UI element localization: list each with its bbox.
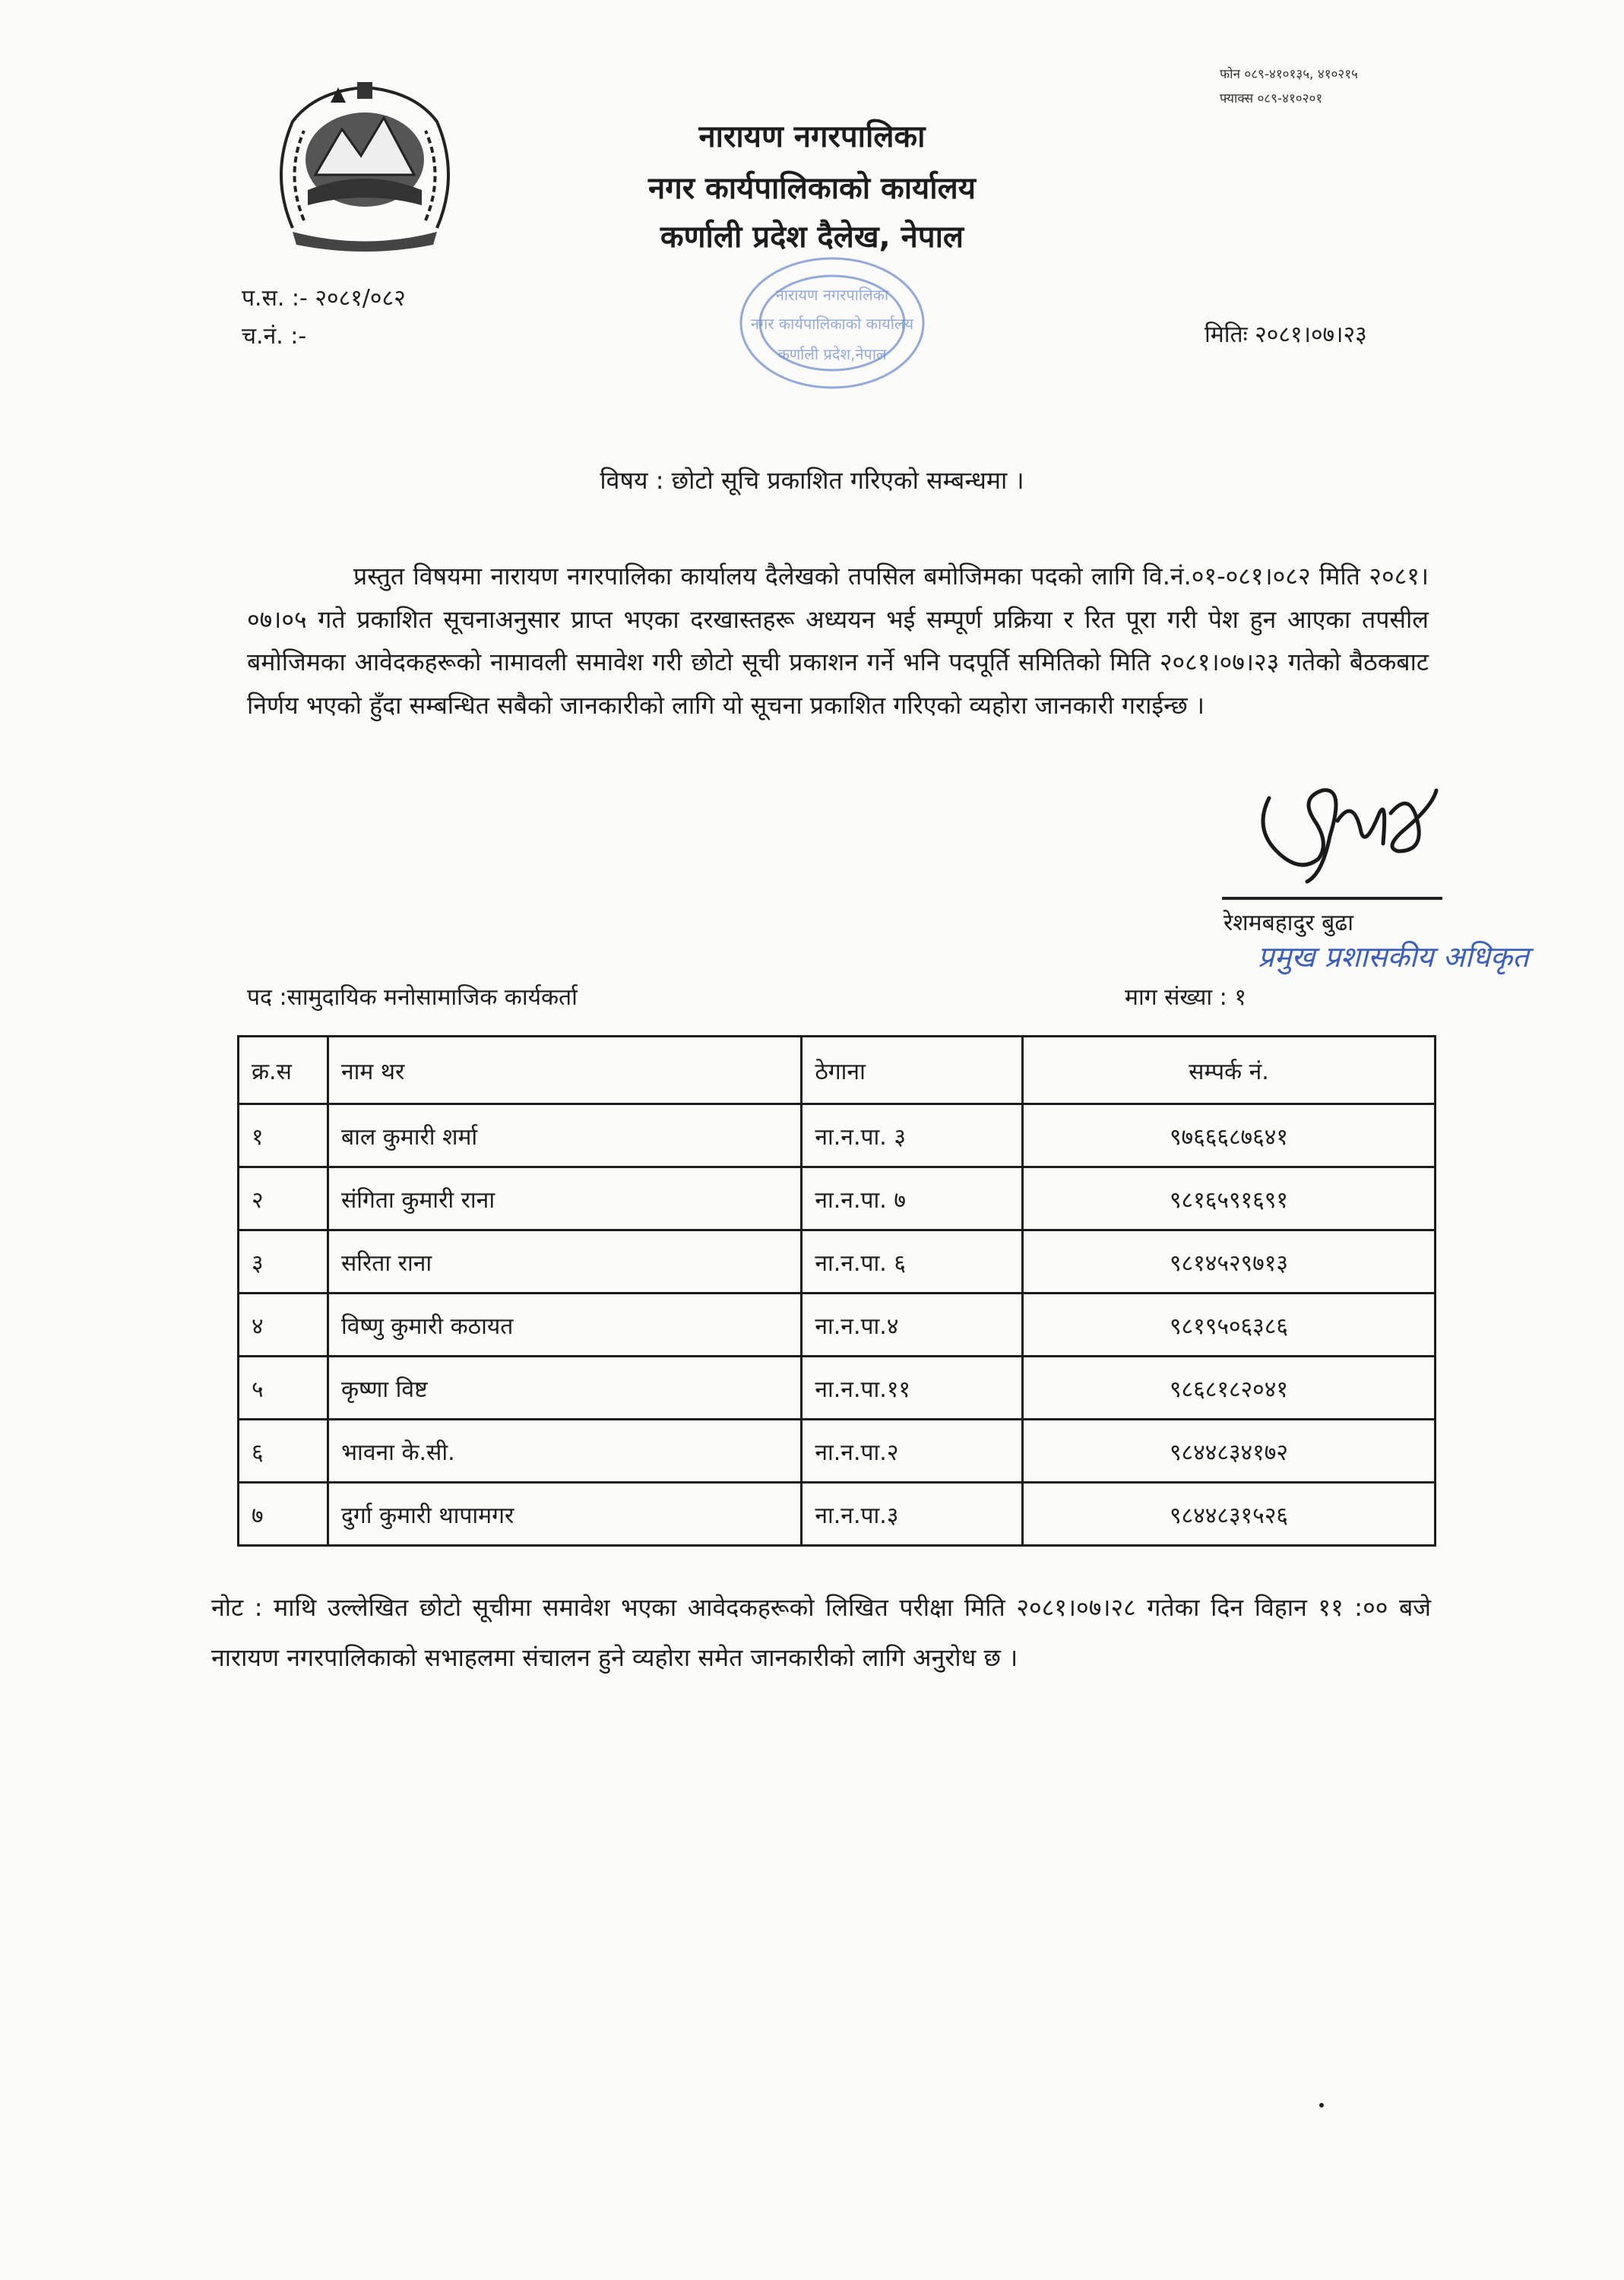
cell-name: संगिता कुमारी राना — [328, 1167, 801, 1230]
cell-contact: ९८१४५२९७१३ — [1022, 1230, 1435, 1294]
table-header-row — [239, 1037, 1436, 1104]
cell-serial: ४ — [239, 1294, 328, 1357]
demand-count: माग संख्या : १ — [1125, 984, 1246, 1011]
cell-name: कृष्णा विष्ट — [328, 1357, 801, 1420]
cell-address: ना.न.पा.३ — [802, 1483, 1023, 1546]
cell-contact: ९८४४८३१५२६ — [1022, 1483, 1435, 1546]
table-row — [239, 1230, 1436, 1294]
signature-line — [1222, 897, 1442, 900]
header-name: नाम थर — [328, 1037, 801, 1104]
cell-serial: ६ — [239, 1420, 328, 1483]
stamp-text-top: नारायण नगरपालिका — [775, 286, 889, 304]
letter-date: मितिः २०८१।०७।२३ — [1205, 321, 1367, 348]
cell-address: ना.न.पा. ६ — [802, 1230, 1023, 1294]
cell-address: ना.न.पा. ३ — [802, 1104, 1023, 1167]
cell-name: बाल कुमारी शर्मा — [328, 1104, 801, 1167]
cell-contact: ९८४४८३४१७२ — [1022, 1420, 1435, 1483]
cell-serial: २ — [239, 1167, 328, 1230]
cell-serial: १ — [239, 1104, 328, 1167]
header-serial: क्र.स — [239, 1037, 328, 1104]
shortlist-table — [237, 1035, 1436, 1547]
signer-name: रेशमबहादुर बुढा — [1224, 910, 1353, 936]
contact-block — [1220, 62, 1358, 111]
table-row — [239, 1420, 1436, 1483]
table-row — [239, 1483, 1436, 1546]
header-contact: सम्पर्क नं. — [1022, 1037, 1435, 1104]
table-row — [239, 1104, 1436, 1167]
post-label: पद :सामुदायिक मनोसामाजिक कार्यकर्ता — [247, 984, 578, 1011]
stamp-text-bottom: कर्णाली प्रदेश,नेपाल — [777, 345, 887, 363]
office-address: कर्णाली प्रदेश दैलेख, नेपाल — [660, 220, 964, 255]
cell-name: भावना के.सी. — [328, 1420, 801, 1483]
cell-contact: ९८१६५९१६९१ — [1022, 1167, 1435, 1230]
exam-note: नोट : माथि उल्लेखित छोटो सूचीमा समावेश भएका आवेदकहरूको लिखित परीक्षा मिति २०८१।०७।२८ गतेका दिन विहान ११ :०० बजे नारायण नगरपालिकाको सभाहलमा संचालन हुने व्यहोरा समेत जानकारीको लागि अनुरोध छ । — [211, 1593, 1431, 1672]
cell-serial: ७ — [239, 1483, 328, 1546]
office-stamp — [718, 247, 946, 399]
signer-title-stamp: प्रमुख प्रशासकीय अधिकृत — [1258, 940, 1529, 974]
cell-name: विष्णु कुमारी कठायत — [328, 1294, 801, 1357]
office-subtitle: नगर कार्यपालिकाको कार्यालय — [648, 171, 976, 206]
phone-numbers: फोन ०८९-४१०१३५, ४१०२१५ — [1220, 67, 1358, 82]
table-row — [239, 1167, 1436, 1230]
stamp-text-mid: नगर कार्यपालिकाको कार्यालय — [750, 315, 914, 333]
cell-address: ना.न.पा.४ — [802, 1294, 1023, 1357]
letter-number: प.स. :- २०८१/०८२ — [242, 285, 406, 312]
subject-line: विषय : छोटो सूचि प्रकाशित गरिएको सम्बन्धमा । — [600, 466, 1024, 495]
cell-serial: ३ — [239, 1230, 328, 1294]
body-paragraph: प्रस्तुत विषयमा नारायण नगरपालिका कार्यालय दैलेखको तपसिल बमोजिमका पदको लागि वि.नं.०१-०८१।०८२ मिति २०८१।०७।०५ गते प्रकाशित सूचनाअनुसार प्राप्त भएका दरखास्तहरू अध्ययन भई सम्पूर्ण प्रक्रिया र रित पूरा गरी पेश हुन आएका तपसील बमोजिमका आवेदकहरूको नामावली समावेश गरी छोटो सूची प्रकाशन गर्ने भनि पदपूर्ति समितिको मिति २०८१।०७।२३ गतेको बैठकबाट निर्णय भएको हुँदा सम्बन्धित सबैको जानकारीको लागि यो सूचना प्रकाशित गरिएको व्यहोरा जानकारी गराईन्छ । — [247, 562, 1429, 720]
cell-address: ना.न.पा.११ — [802, 1357, 1023, 1420]
table-row — [239, 1357, 1436, 1420]
cell-contact: ९७६६६८७६४१ — [1022, 1104, 1435, 1167]
cell-contact: ९८१९५०६३८६ — [1022, 1294, 1435, 1357]
cell-serial: ५ — [239, 1357, 328, 1420]
office-name: नारायण नगरपालिका — [698, 119, 926, 154]
cell-name: दुर्गा कुमारी थापामगर — [328, 1483, 801, 1546]
cell-contact: ९८६८१८२०४१ — [1022, 1357, 1435, 1420]
dispatch-number: च.नं. :- — [242, 323, 307, 350]
header-address: ठेगाना — [802, 1037, 1023, 1104]
signature-image — [1246, 768, 1451, 889]
cell-name: सरिता राना — [328, 1230, 801, 1294]
cell-address: ना.न.पा. ७ — [802, 1167, 1023, 1230]
scan-speck — [1319, 2103, 1324, 2107]
fax-number: फ्याक्स ०८९-४१०२०१ — [1220, 91, 1323, 106]
table-row — [239, 1294, 1436, 1357]
cell-address: ना.न.पा.२ — [802, 1420, 1023, 1483]
